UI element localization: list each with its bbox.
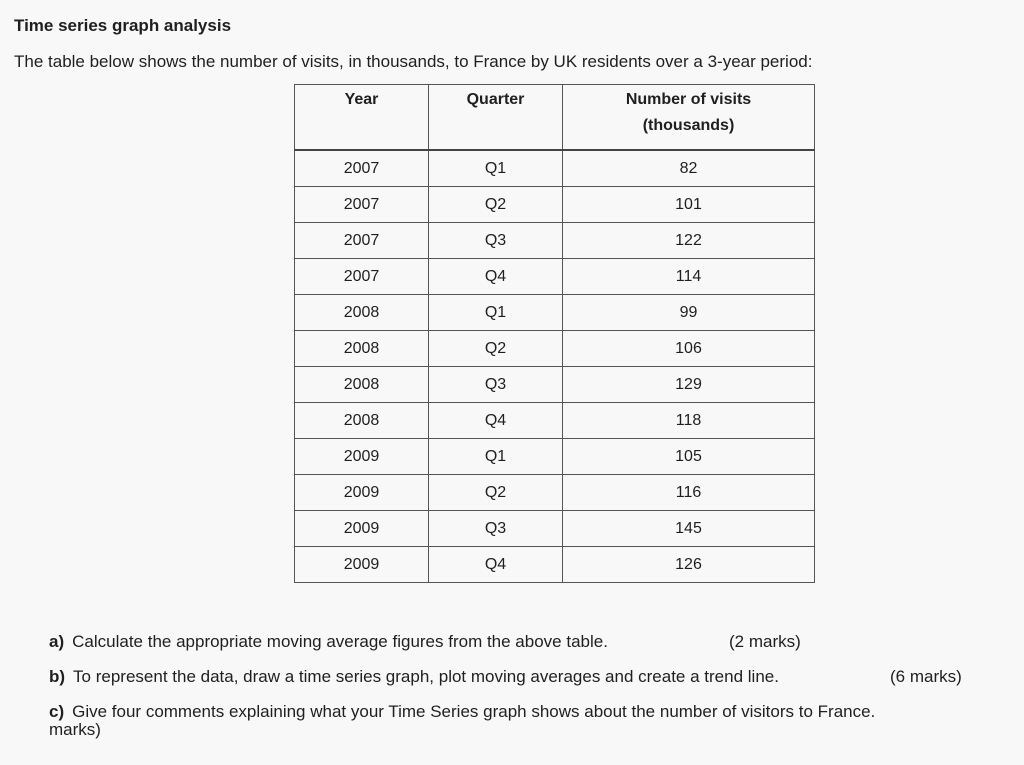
cell-visits: 118	[563, 403, 815, 439]
cell-quarter: Q2	[429, 331, 563, 367]
header-quarter: Quarter	[429, 85, 563, 151]
table-row	[295, 403, 815, 439]
table-body	[295, 150, 815, 583]
cell-visits: 106	[563, 331, 815, 367]
header-visits-line2: (thousands)	[642, 117, 735, 134]
cell-visits: 105	[563, 439, 815, 475]
cell-quarter: Q3	[429, 511, 563, 547]
cell-year: 2007	[295, 150, 429, 187]
intro-text: The table below shows the number of visits, in thousands, to France by UK residents over a 3-year period:	[14, 52, 813, 71]
cell-quarter: Q4	[429, 547, 563, 583]
cell-quarter: Q3	[429, 367, 563, 403]
cell-year: 2008	[295, 295, 429, 331]
cell-year: 2007	[295, 259, 429, 295]
questions	[49, 624, 979, 739]
table-row	[295, 295, 815, 331]
cell-quarter: Q1	[429, 439, 563, 475]
table-row	[295, 511, 815, 547]
table-row	[295, 223, 815, 259]
question-c-letter: c)	[49, 702, 65, 721]
cell-visits: 145	[563, 511, 815, 547]
table-row	[295, 259, 815, 295]
cell-year: 2009	[295, 547, 429, 583]
cell-quarter: Q4	[429, 403, 563, 439]
cell-visits: 126	[563, 547, 815, 583]
cell-visits: 129	[563, 367, 815, 403]
cell-visits: 122	[563, 223, 815, 259]
cell-quarter: Q1	[429, 150, 563, 187]
cell-visits: 82	[563, 150, 815, 187]
header-visits-line1: Number of visits	[625, 91, 752, 108]
question-c-continuation: marks)	[49, 720, 101, 739]
cell-year: 2008	[295, 367, 429, 403]
cell-quarter: Q3	[429, 223, 563, 259]
cell-year: 2009	[295, 475, 429, 511]
cell-visits: 114	[563, 259, 815, 295]
cell-year: 2008	[295, 403, 429, 439]
cell-quarter: Q2	[429, 187, 563, 223]
table-row	[295, 331, 815, 367]
cell-quarter: Q4	[429, 259, 563, 295]
table-row	[295, 547, 815, 583]
table-header-row	[295, 85, 815, 151]
table-row	[295, 150, 815, 187]
cell-year: 2007	[295, 187, 429, 223]
header-visits	[563, 85, 815, 151]
page-title: Time series graph analysis	[14, 16, 232, 35]
cell-year: 2009	[295, 511, 429, 547]
question-c-text: Give four comments explaining what your Time Series graph shows about the number of visitors to France.	[72, 702, 876, 721]
question-a	[49, 624, 979, 659]
cell-quarter: Q2	[429, 475, 563, 511]
table-row	[295, 187, 815, 223]
table-row	[295, 475, 815, 511]
cell-visits: 101	[563, 187, 815, 223]
table-row	[295, 439, 815, 475]
header-year: Year	[295, 85, 429, 151]
table-row	[295, 367, 815, 403]
question-a-marks: (2 marks)	[729, 632, 801, 651]
question-a-letter: a)	[49, 632, 65, 651]
cell-visits: 99	[563, 295, 815, 331]
question-c	[49, 694, 979, 729]
cell-year: 2007	[295, 223, 429, 259]
question-b	[49, 659, 979, 694]
question-a-text: Calculate the appropriate moving average figures from the above table.	[72, 632, 608, 651]
cell-quarter: Q1	[429, 295, 563, 331]
cell-year: 2008	[295, 331, 429, 367]
cell-year: 2009	[295, 439, 429, 475]
question-b-letter: b)	[49, 667, 66, 686]
cell-visits: 116	[563, 475, 815, 511]
question-b-text: To represent the data, draw a time series graph, plot moving averages and create a trend line.	[73, 667, 779, 686]
question-b-marks: (6 marks)	[890, 667, 962, 686]
visits-table	[294, 84, 815, 583]
